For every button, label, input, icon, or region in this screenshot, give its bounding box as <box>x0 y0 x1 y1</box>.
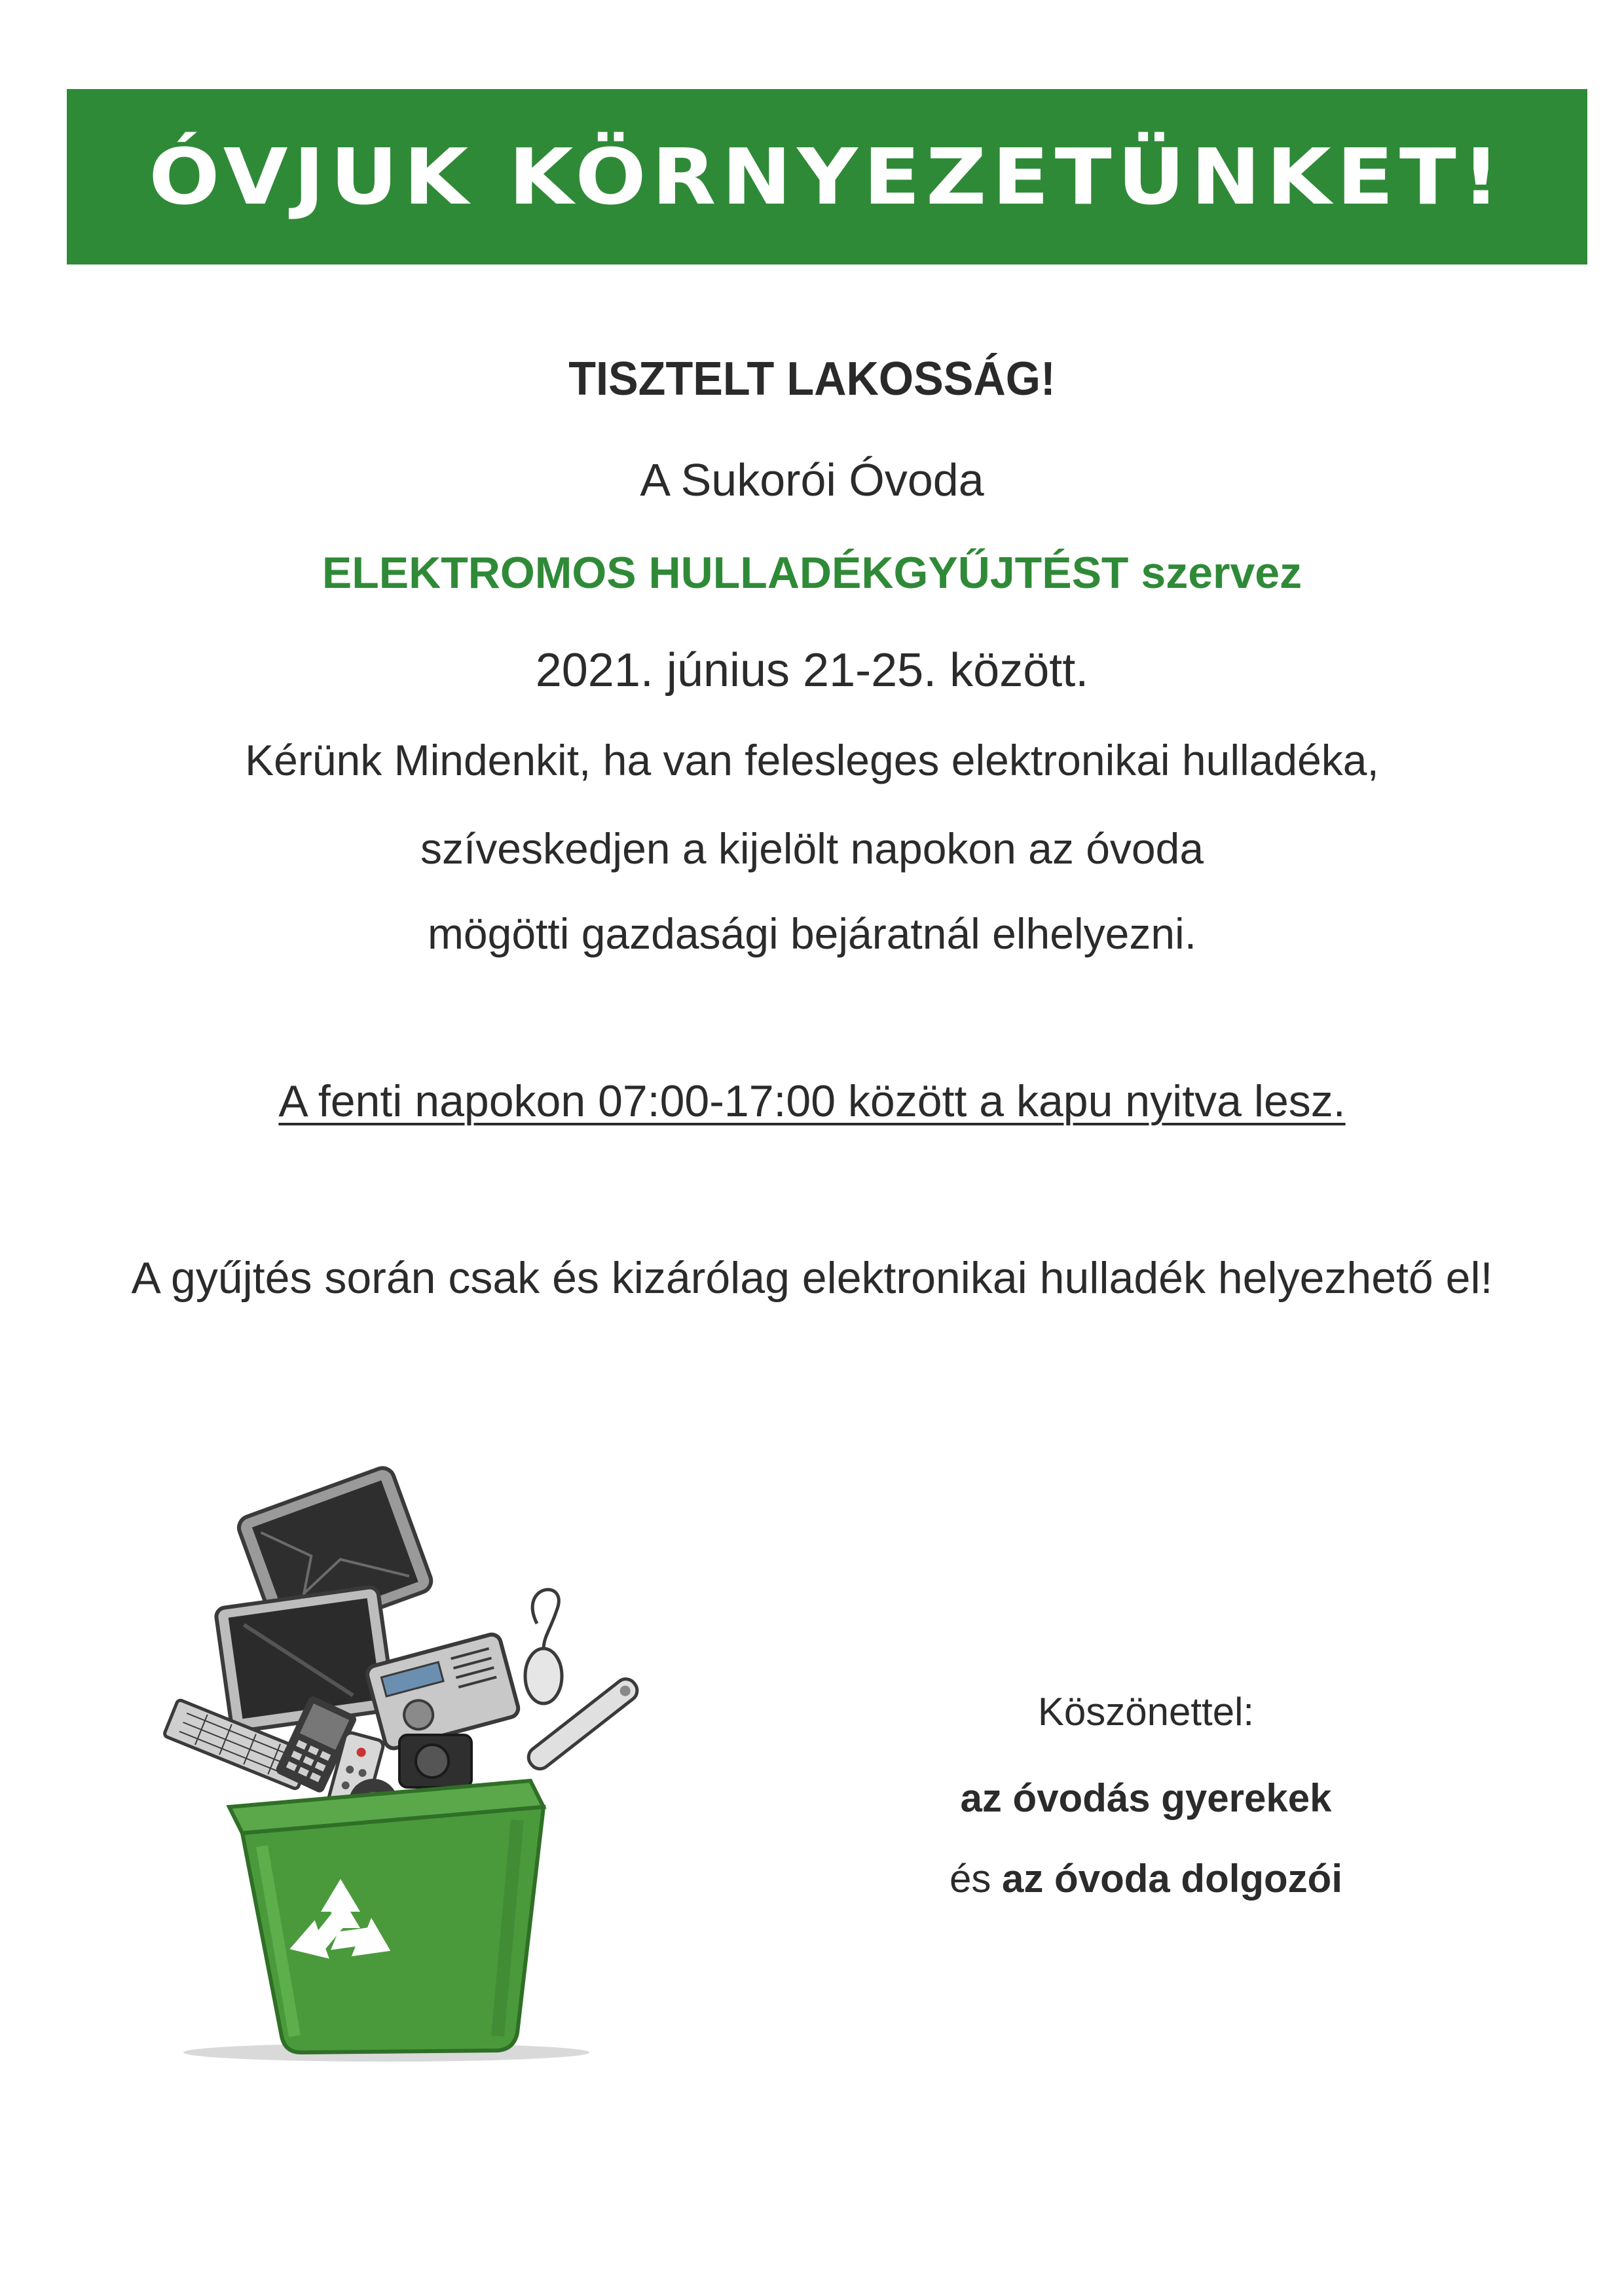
headline-rest: szervez <box>1141 548 1302 598</box>
thanks-conjunction: és <box>949 1857 991 1901</box>
banner-title: ÓVJUK KÖRNYEZETÜNKET! <box>149 132 1505 222</box>
thanks-label: Köszönettel: <box>1037 1690 1255 1734</box>
header-banner <box>67 89 1587 264</box>
greeting: TISZTELT LAKOSSÁG! <box>568 353 1056 405</box>
thanks-staff: az óvoda dolgozói <box>1002 1857 1343 1901</box>
body-line-3: mögötti gazdasági bejáratnál elhelyezni. <box>427 909 1197 958</box>
event-dates: 2021. június 21-25. között. <box>535 644 1089 697</box>
collection-notice: A gyűjtés során csak és kizárólag elektronikai hulladék helyezhető el! <box>131 1253 1493 1303</box>
headline-highlight: ELEKTROMOS HULLADÉKGYŰJTÉST <box>322 548 1129 598</box>
opening-hours: A fenti napokon 07:00-17:00 között a kapu nyitva lesz. <box>278 1076 1346 1126</box>
organizer: A Sukorói Óvoda <box>640 454 984 505</box>
thanks-signature-children: az óvodás gyerekek <box>960 1776 1332 1820</box>
headline <box>0 549 1624 598</box>
recycle-bin-with-electronics-icon <box>151 1414 674 2062</box>
body-line-1: Kérünk Mindenkit, ha van felesleges elektronikai hulladéka, <box>245 736 1379 784</box>
thanks-signature-staff <box>917 1856 1375 1901</box>
body-line-2: szíveskedjen a kijelölt napokon az óvoda <box>420 824 1204 873</box>
